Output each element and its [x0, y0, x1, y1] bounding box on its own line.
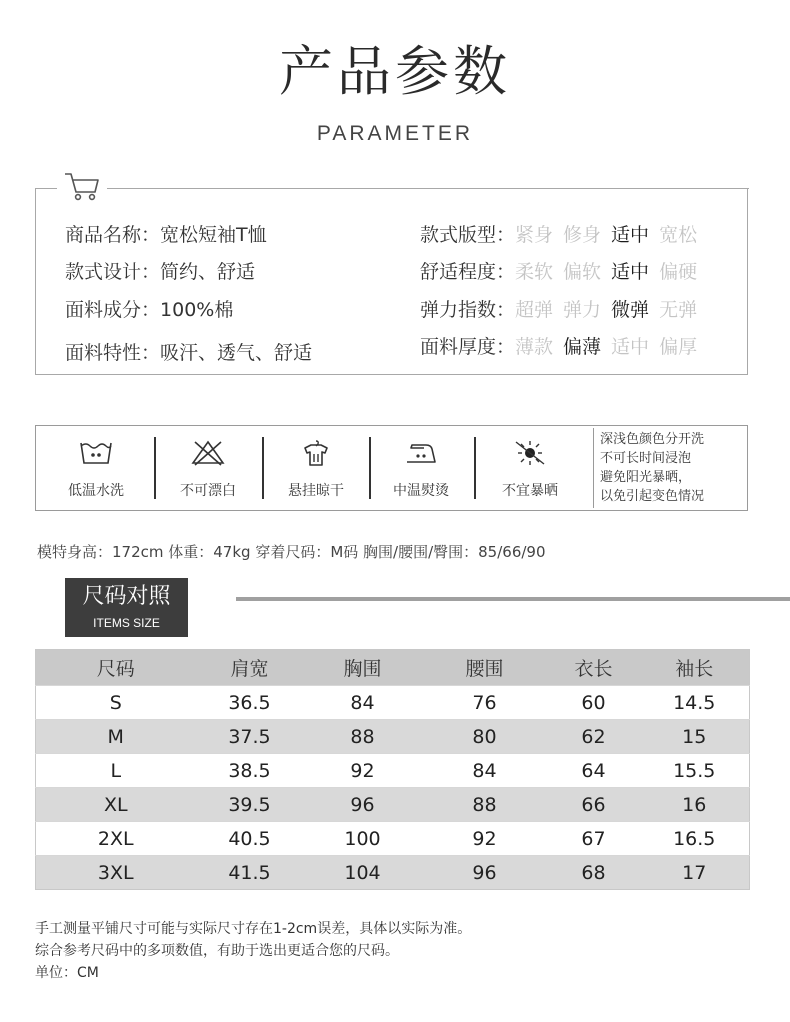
table-cell: 66 [548, 788, 640, 822]
table-cell: 64 [548, 754, 640, 788]
table-cell: L [36, 754, 196, 788]
low-temp-wash-icon [79, 440, 113, 466]
table-cell: 38.5 [196, 754, 304, 788]
param-thickness [420, 332, 707, 359]
care-item-medium-iron [371, 440, 471, 500]
param-product-name [65, 220, 267, 247]
table-cell: 92 [422, 822, 548, 856]
table-row [36, 754, 750, 788]
table-row [36, 788, 750, 822]
param-label: 舒适程度： [420, 261, 516, 283]
param-label: 弹力指数： [420, 299, 516, 321]
shopping-cart-icon [63, 170, 101, 202]
table-cell: 96 [304, 788, 422, 822]
param-fabric-features [65, 338, 312, 365]
param-label: 款式版型： [420, 224, 516, 246]
no-sun-icon [513, 440, 547, 466]
param-option-selected: 微弹 [611, 299, 650, 321]
param-label: 款式设计： [65, 261, 161, 283]
table-row [36, 720, 750, 754]
table-cell: 60 [548, 686, 640, 720]
param-option: 弹力 [563, 299, 602, 321]
size-table [35, 649, 750, 890]
table-cell: 68 [548, 856, 640, 890]
table-cell: S [36, 686, 196, 720]
care-divider [474, 437, 476, 499]
param-option: 无弹 [659, 299, 698, 321]
param-label: 面料成分： [65, 299, 161, 321]
param-option: 偏软 [563, 261, 602, 283]
param-option: 超弹 [515, 299, 554, 321]
page-subtitle: PARAMETER [316, 122, 474, 145]
care-item-no-bleach [158, 440, 258, 500]
care-label: 悬挂晾干 [288, 483, 344, 499]
medium-iron-icon [404, 440, 438, 466]
column-header-shoulder: 肩宽 [196, 650, 304, 686]
table-cell: XL [36, 788, 196, 822]
table-cell: 36.5 [196, 686, 304, 720]
size-section-subtitle: ITEMS SIZE [93, 616, 160, 630]
table-cell: 88 [422, 788, 548, 822]
care-note-line: 不可长时间浸泡 [600, 451, 692, 466]
param-label: 商品名称： [65, 224, 161, 246]
table-cell: 62 [548, 720, 640, 754]
param-option: 紧身 [515, 224, 554, 246]
param-option-selected: 适中 [611, 261, 650, 283]
care-label: 不宜暴晒 [502, 483, 558, 499]
table-cell: 37.5 [196, 720, 304, 754]
care-note-line: 深浅色颜色分开洗 [600, 432, 705, 447]
model-info: 模特身高：172cm 体重：47kg 穿着尺码：M码 胸围/腰围/臀围：85/66/90 [37, 543, 546, 561]
param-style-design [65, 257, 255, 284]
param-option: 偏硬 [659, 261, 698, 283]
measurement-notes [35, 918, 471, 984]
table-row [36, 686, 750, 720]
param-option-selected: 适中 [611, 224, 650, 246]
param-value: 宽松短袖T恤 [160, 224, 267, 246]
param-option: 偏厚 [659, 336, 698, 358]
table-cell: 76 [422, 686, 548, 720]
table-cell: 41.5 [196, 856, 304, 890]
table-row [36, 856, 750, 890]
care-item-hang-dry [266, 440, 366, 500]
param-fit [420, 220, 707, 247]
table-cell: 16.5 [640, 822, 750, 856]
table-cell: 17 [640, 856, 750, 890]
table-cell: 15.5 [640, 754, 750, 788]
table-cell: 92 [304, 754, 422, 788]
table-cell: 2XL [36, 822, 196, 856]
table-cell: 67 [548, 822, 640, 856]
hang-dry-icon [299, 440, 333, 466]
table-cell: 3XL [36, 856, 196, 890]
column-header-size: 尺码 [36, 650, 196, 686]
care-divider [262, 437, 264, 499]
table-cell: 88 [304, 720, 422, 754]
param-value: 吸汗、透气、舒适 [160, 342, 313, 364]
table-cell: 80 [422, 720, 548, 754]
param-option: 适中 [611, 336, 650, 358]
care-divider [154, 437, 156, 499]
column-header-chest: 胸围 [304, 650, 422, 686]
param-comfort [420, 257, 707, 284]
note-line: 单位：CM [35, 965, 99, 981]
param-value: 简约、舒适 [160, 261, 256, 283]
size-table-header-row [36, 650, 750, 686]
no-bleach-icon [191, 440, 225, 466]
param-fabric-composition [65, 295, 233, 322]
param-elasticity [420, 295, 707, 322]
table-cell: 15 [640, 720, 750, 754]
param-option: 柔软 [515, 261, 554, 283]
table-cell: 100 [304, 822, 422, 856]
param-value: 100%棉 [160, 299, 234, 321]
column-header-sleeve: 袖长 [640, 650, 750, 686]
care-note-line: 以免引起变色情况 [600, 489, 705, 504]
care-label: 中温熨烫 [393, 483, 449, 499]
table-cell: 16 [640, 788, 750, 822]
param-option: 薄款 [515, 336, 554, 358]
table-cell: 40.5 [196, 822, 304, 856]
care-note-line: 避免阳光暴晒， [600, 470, 692, 485]
note-line: 手工测量平铺尺寸可能与实际尺寸存在1-2cm误差，具体以实际为准。 [35, 921, 472, 937]
table-cell: M [36, 720, 196, 754]
size-section-title: 尺码对照 [82, 584, 171, 609]
care-label: 不可漂白 [180, 483, 236, 499]
param-option: 修身 [563, 224, 602, 246]
care-label: 低温水洗 [68, 483, 124, 499]
table-row [36, 822, 750, 856]
column-header-waist: 腰围 [422, 650, 548, 686]
care-item-low-temp-wash [46, 440, 146, 500]
table-cell: 84 [304, 686, 422, 720]
table-cell: 14.5 [640, 686, 750, 720]
care-item-no-sun [480, 440, 580, 500]
table-cell: 84 [422, 754, 548, 788]
param-label: 面料厚度： [420, 336, 516, 358]
note-line: 综合参考尺码中的多项数值，有助于选出更适合您的尺码。 [35, 943, 399, 959]
care-note [600, 430, 740, 506]
column-header-length: 衣长 [548, 650, 640, 686]
param-option: 宽松 [659, 224, 698, 246]
table-cell: 39.5 [196, 788, 304, 822]
page-title: 产品参数 [279, 40, 511, 103]
size-section-tag [65, 578, 188, 637]
param-option-selected: 偏薄 [563, 336, 602, 358]
table-cell: 104 [304, 856, 422, 890]
care-note-divider [593, 428, 594, 508]
table-cell: 96 [422, 856, 548, 890]
size-section-rule [236, 597, 790, 601]
param-label: 面料特性： [65, 342, 161, 364]
